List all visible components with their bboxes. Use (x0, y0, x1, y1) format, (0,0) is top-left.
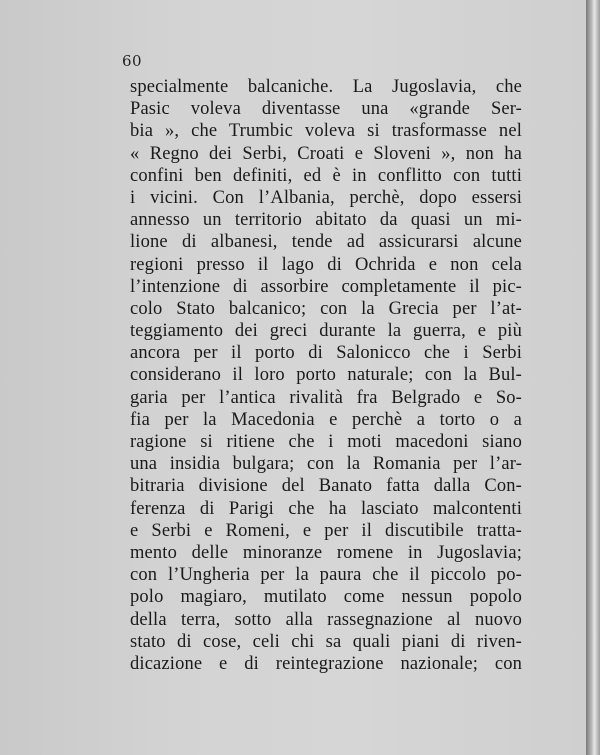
text-line: dicazione e di reintegrazione nazionale; con (130, 653, 522, 674)
text-line: mento delle minoranze romene in Jugoslavia; (130, 542, 522, 563)
text-line: e Serbi e Romeni, e per il discutibile tratta- (130, 520, 522, 541)
text-line: ferenza di Parigi che ha lasciato malcontenti (130, 498, 522, 519)
text-line: della terra, sotto alla rassegnazione al nuovo (130, 609, 522, 630)
text-line: bitraria divisione del Banato fatta dalla Con- (130, 476, 522, 497)
text-line: i vicini. Con l’Albania, perchè, dopo essersi (130, 187, 522, 208)
text-line: regioni presso il lago di Ochrida e non cela (130, 254, 522, 275)
text-line: garia per l’antica rivalità fra Belgrado e So- (130, 387, 522, 408)
text-line: specialmente balcaniche. La Jugoslavia, che (130, 77, 522, 97)
text-line: confini ben definiti, ed è in conflitto con tutti (130, 165, 522, 186)
text-line: con l’Ungheria per la paura che il piccolo po- (130, 565, 522, 586)
text-line: fia per la Macedonia e perchè a torto o a (130, 409, 522, 430)
text-line: « Regno dei Serbi, Croati e Sloveni », non ha (130, 143, 522, 164)
text-line: lione di albanesi, tende ad assicurarsi alcune (130, 232, 522, 253)
text-line: bia », che Trumbic voleva si trasformasse nel (130, 121, 522, 142)
text-line: polo magiaro, mutilato come nessun popolo (130, 587, 522, 608)
text-line: colo Stato balcanico; con la Grecia per l’at- (130, 298, 522, 319)
text-line: l’intenzione di assorbire completamente il pic- (130, 276, 522, 297)
text-line: annesso un territorio abitato da quasi un mi- (130, 210, 522, 231)
text-line: ragione si ritiene che i moti macedoni siano (130, 432, 522, 452)
text-line: considerano il loro porto naturale; con la Bul- (130, 365, 522, 386)
text-line: stato di cose, celi chi sa quali piani di riven- (130, 631, 522, 652)
text-line: Pasic voleva diventasse una «grande Ser- (130, 99, 522, 120)
page-number: 60 (122, 52, 143, 70)
text-line: teggiamento dei greci durante la guerra, e più (130, 321, 522, 342)
page-edge (586, 0, 600, 755)
text-line: una insidia bulgara; con la Romania per l’ar- (130, 454, 522, 475)
text-line: ancora per il porto di Salonicco che i Serbi (130, 343, 522, 364)
body-text (130, 76, 522, 675)
